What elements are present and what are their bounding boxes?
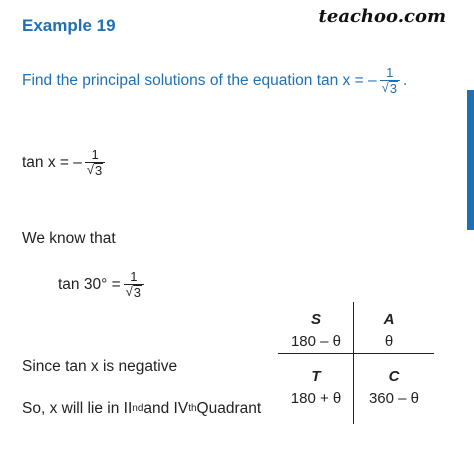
equation-line <box>22 148 108 178</box>
quadrant-statement: So, x will lie in II nd and IV th Quadrant <box>22 400 262 417</box>
quadrant-text-part2: and IV <box>143 400 189 417</box>
square-root <box>126 285 142 300</box>
question-prefix: Find the principal solutions of the equation tan x = – <box>22 72 377 89</box>
scrollbar[interactable] <box>467 90 474 230</box>
question-suffix: . <box>402 72 408 89</box>
quadrant-value: θ <box>384 333 394 350</box>
example-heading: Example 19 <box>22 16 116 35</box>
quadrant-letter: A <box>383 311 395 328</box>
equation-fraction <box>85 148 105 178</box>
quadrant-s <box>274 311 358 350</box>
negative-statement: Since tan x is negative <box>22 358 178 375</box>
tan30-line <box>58 270 147 300</box>
quadrant-letter: C <box>388 368 400 385</box>
quadrant-value: 360 – θ <box>368 390 420 407</box>
tan30-fraction <box>124 270 144 300</box>
radicand: 3 <box>133 285 142 300</box>
quadrant-t <box>274 368 358 407</box>
quadrant-a <box>347 311 431 350</box>
radical-icon: √ <box>381 80 389 95</box>
quadrant-text-part1: So, x will lie in II <box>22 400 133 417</box>
tan30-prefix: tan 30° = <box>58 276 121 293</box>
question-text <box>22 66 407 96</box>
equation-prefix: tan x = – <box>22 154 82 171</box>
we-know-that-text: We know that <box>22 230 116 247</box>
square-root <box>87 163 103 178</box>
fraction-numerator: 1 <box>91 147 99 162</box>
quadrant-letter: T <box>311 368 321 385</box>
quadrant-letter: S <box>310 311 321 328</box>
radicand: 3 <box>95 163 103 178</box>
fraction-numerator: 1 <box>386 65 394 80</box>
fraction-denominator <box>380 80 400 96</box>
fraction-denominator <box>85 162 105 178</box>
question-fraction <box>380 66 400 96</box>
square-root <box>382 81 398 96</box>
quadrant-value: 180 + θ <box>290 390 342 407</box>
horizontal-axis <box>278 353 434 354</box>
radical-icon: √ <box>86 162 95 177</box>
radicand: 3 <box>389 81 397 96</box>
radical-icon: √ <box>125 284 133 299</box>
teachoo-logo: teachoo.com <box>318 6 446 27</box>
quadrant-c <box>352 368 436 407</box>
fraction-denominator <box>124 284 144 300</box>
fraction-numerator: 1 <box>130 269 138 284</box>
quadrant-value: 180 – θ <box>290 333 342 350</box>
quadrant-text-part3: Quadrant <box>196 400 262 417</box>
